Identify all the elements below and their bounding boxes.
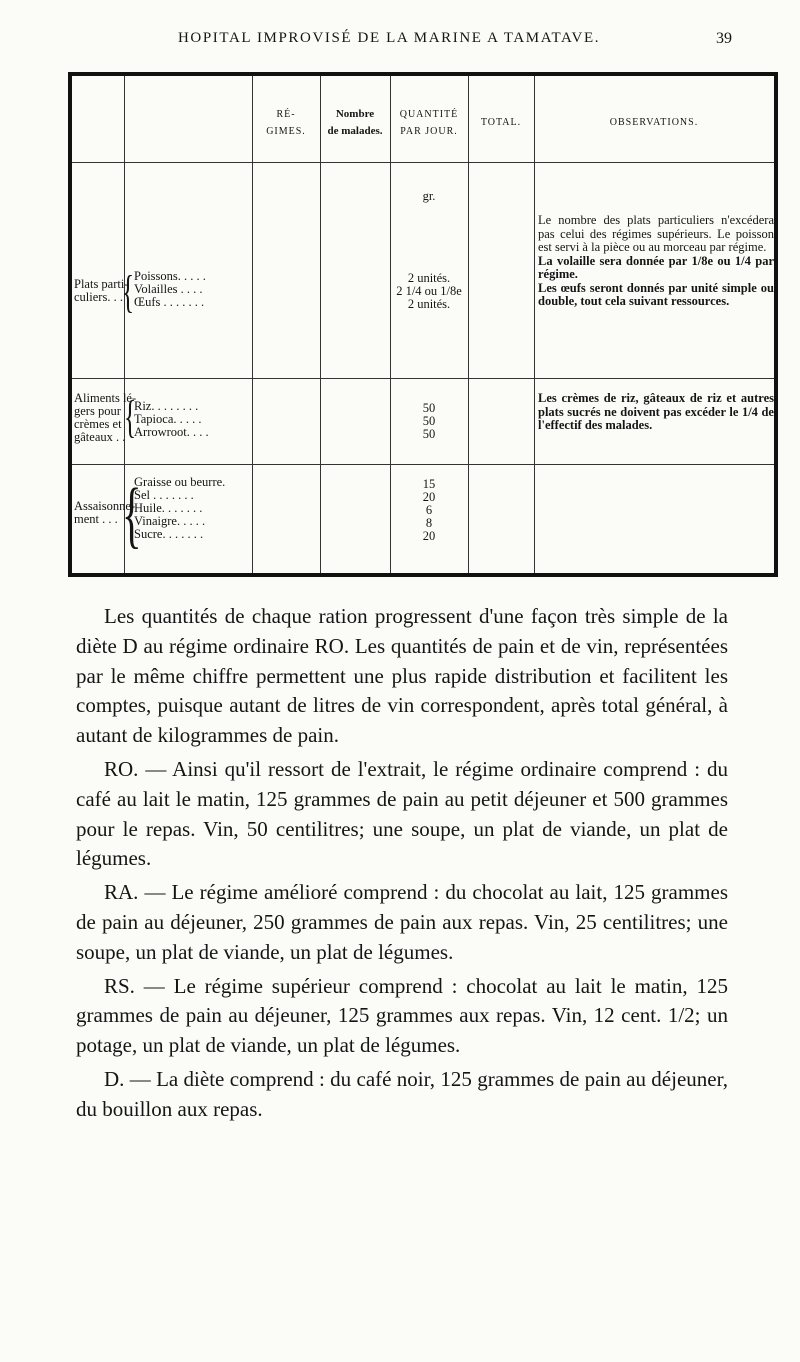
brace-icon: { bbox=[124, 391, 137, 442]
item-row: Œufs . . . . . . . bbox=[134, 295, 205, 309]
quantity-value: 2 1/4 ou 1/8e bbox=[396, 284, 462, 298]
item-row: Vinaigre. . . . . bbox=[134, 514, 206, 528]
paragraph-intro: Les quantités de chaque ration progressent d'une façon très simple de la diète D au régime ordinaire RO. Les quantités de pain et de vin, représentées par le même chiffre permettent une plus rapide distribution et facilitent les comptes, puisque autant de litres de vin correspondent, après total général, à autant de kilogrammes de pain. bbox=[76, 604, 728, 748]
group-label-line: gers pour bbox=[74, 404, 121, 418]
header-divider bbox=[72, 162, 774, 163]
item-row: Sucre. . . . . . . bbox=[134, 527, 204, 541]
quantities-plats bbox=[390, 272, 468, 311]
brace-icon: { bbox=[122, 266, 135, 317]
item-row: Tapioca. . . . . bbox=[134, 412, 202, 426]
item-row: Arrowroot. . . . bbox=[134, 425, 209, 439]
group-label-line: ment . . . bbox=[74, 512, 118, 526]
header-malades-line2: de malades. bbox=[327, 125, 383, 137]
header-total: TOTAL. bbox=[480, 117, 522, 128]
paragraph-ro: RO. — Ainsi qu'il ressort de l'extrait, le régime ordinaire comprend : du café au lait le matin, 125 grammes de pain au petit déjeuner et 500 grammes pour le repas. Vin, 50 centilitres; une soupe, un plat de viande, un plat de légumes. bbox=[76, 756, 728, 871]
group-label-line: gâteaux . . bbox=[74, 430, 126, 444]
header-regimes bbox=[252, 106, 320, 140]
paragraph-rs: RS. — Le régime supérieur comprend : chocolat au lait le matin, 125 grammes de pain au déjeuner, 125 grammes aux repas. Vin, 12 cent. 1/2; un potage, un plat de viande, un plat de légumes. bbox=[76, 973, 728, 1058]
items-plats bbox=[134, 270, 206, 309]
column-divider bbox=[468, 76, 469, 573]
row-divider bbox=[72, 378, 774, 379]
group-label-plats bbox=[74, 278, 129, 304]
item-row: Huile. . . . . . . bbox=[134, 501, 203, 515]
quantity-value: 50 bbox=[422, 427, 436, 441]
group-label-line: crèmes et bbox=[74, 417, 122, 431]
quantity-value: 6 bbox=[425, 503, 433, 517]
item-row: Riz. . . . . . . . bbox=[134, 399, 199, 413]
header-quantite-line1: QUANTITÉ bbox=[399, 109, 459, 120]
column-divider bbox=[320, 76, 321, 573]
header-malades-line1: Nombre bbox=[335, 108, 375, 120]
quantity-value: 15 bbox=[422, 477, 436, 491]
page-header bbox=[0, 30, 800, 56]
row-divider bbox=[72, 464, 774, 465]
header-regimes-line2: GIMES. bbox=[266, 126, 306, 137]
group-label-line: Assaisonne- bbox=[74, 499, 136, 513]
quantity-value: 8 bbox=[425, 516, 433, 530]
item-row: Sel . . . . . . . bbox=[134, 488, 194, 502]
ration-table bbox=[68, 72, 778, 577]
unit-label: gr. bbox=[422, 189, 436, 203]
items-assaisonnement bbox=[134, 476, 225, 541]
observation-text: Le nombre des plats particuliers n'excédera pas celui des régimes supérieurs. Le poisson est servi à la pièce ou au morceau par régime. bbox=[538, 213, 774, 254]
quantities-assaisonnement bbox=[390, 478, 468, 543]
header-quantite-line2: PAR JOUR. bbox=[400, 126, 458, 137]
header-regimes-line1: RÉ- bbox=[276, 109, 296, 120]
group-label-line: Aliments lé- bbox=[74, 391, 137, 405]
group-label-line: Plats parti- bbox=[74, 277, 129, 291]
item-row: Poissons. . . . . bbox=[134, 269, 206, 283]
quantities-aliments bbox=[390, 402, 468, 441]
item-row: Graisse ou beurre. bbox=[134, 475, 226, 489]
header-observations: OBSERVATIONS. bbox=[609, 117, 699, 128]
quantity-value: 50 bbox=[422, 401, 436, 415]
column-divider bbox=[252, 76, 253, 573]
running-title: HOPITAL IMPROVISÉ DE LA MARINE A TAMATAVE. bbox=[178, 30, 601, 46]
item-row: Volailles . . . . bbox=[134, 282, 203, 296]
header-malades bbox=[320, 106, 390, 140]
observation-text: La volaille sera donnée par 1/8e ou 1/4 par régime. bbox=[538, 253, 774, 281]
quantity-value: 2 unités. bbox=[407, 297, 451, 311]
column-divider bbox=[534, 76, 535, 573]
page-number: 39 bbox=[716, 30, 732, 47]
quantity-value: 2 unités. bbox=[407, 271, 451, 285]
brace-icon: { bbox=[122, 474, 142, 556]
quantity-value: 50 bbox=[422, 414, 436, 428]
quantity-value: 20 bbox=[422, 490, 436, 504]
quantity-value: 20 bbox=[422, 529, 436, 543]
paragraph-ra: RA. — Le régime amélioré comprend : du chocolat au lait, 125 grammes de pain au déjeuner, 250 grammes de pain aux repas. Vin, 25 centilitres; une soupe, un plat de viande, un plat de légumes. bbox=[76, 880, 728, 964]
observation-text: Les œufs seront donnés par unité simple ou double, tout cela suivant ressources. bbox=[538, 280, 774, 308]
body-text bbox=[76, 602, 728, 1129]
observations-aliments: Les crèmes de riz, gâteaux de riz et autres plats sucrés ne doivent pas excéder le 1/4 de l'effectif des malades. bbox=[538, 391, 774, 432]
group-label-line: culiers. . . bbox=[74, 290, 123, 304]
paragraph-d: D. — La diète comprend : du café noir, 125 grammes de pain au déjeuner, du bouillon aux repas. bbox=[76, 1066, 728, 1121]
items-aliments bbox=[134, 400, 209, 439]
observations-plats bbox=[538, 214, 774, 309]
header-quantite bbox=[390, 106, 468, 140]
